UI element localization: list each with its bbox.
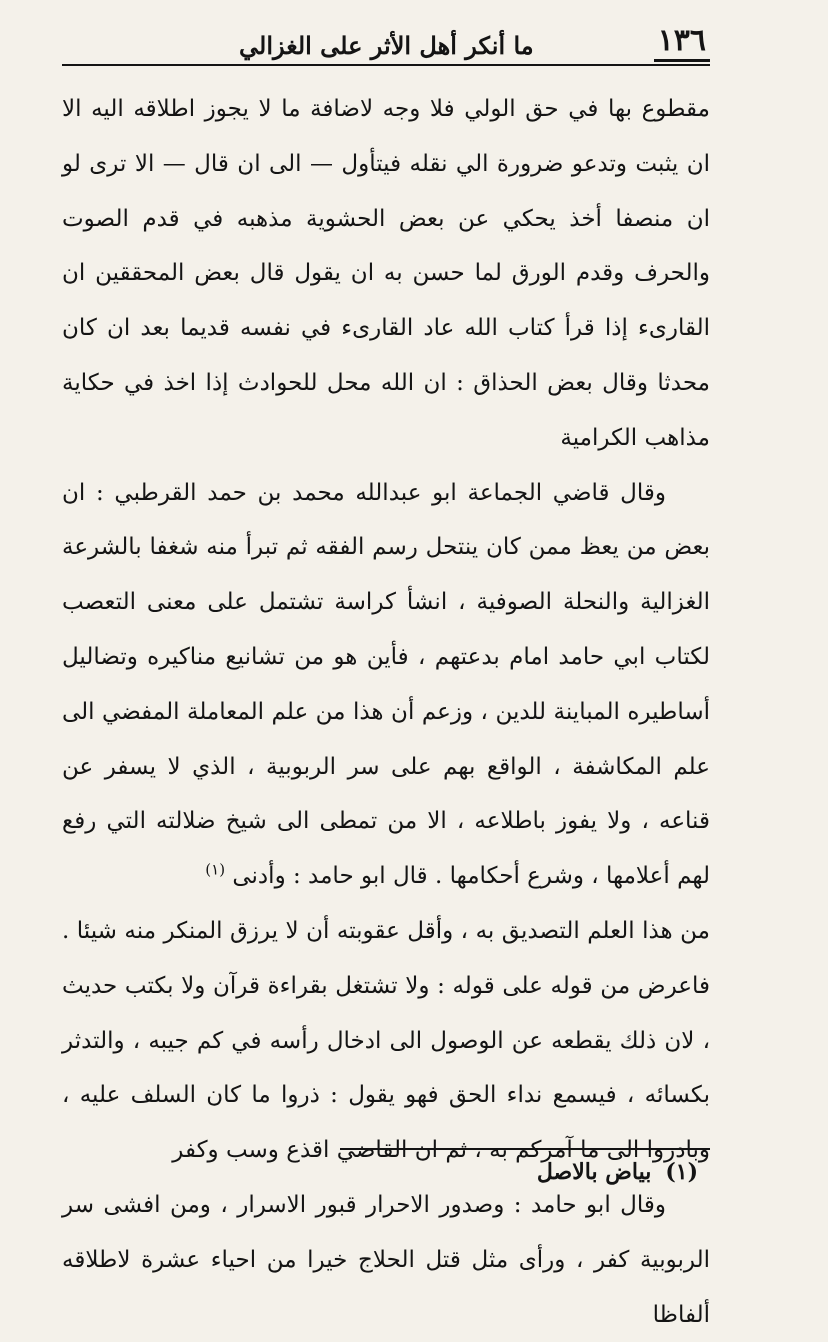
footnote bbox=[62, 1152, 698, 1192]
paragraph: من هذا العلم التصديق به ، وأقل عقوبته أن لا يرزق المنكر منه شيئا . فاعرض من قوله على قوله : ولا تشتغل بقراءة قرآن ولا بكتب حديث ، لان ذلك يقطعه عن الوصول الى ادخال رأسه في كم جيبه ، والتدثر بكسائه ، فيسمع نداء الحق فهو يقول : ذروا ما كان السلف عليه ، وبادروا الى ما آمركم به ، ثم ان القاضي اقذع وسب وكفر bbox=[62, 917, 710, 1164]
header-rule bbox=[62, 64, 710, 66]
page-header bbox=[62, 18, 710, 62]
footnote-text: بياض بالاصل bbox=[536, 1159, 652, 1185]
paragraph bbox=[62, 466, 710, 904]
paragraph-text: وقال قاضي الجماعة ابو عبدالله محمد بن حمد القرطبي : ان بعض من يعظ ممن كان ينتحل رسم الفقه ثم تبرأ منه شغفا بالشرعة الغزالية والنحلة الصوفية ، انشأ كراسة تشتمل على معنى التعصب لكتاب ابي حامد امام بدعتهم ، فأين هو من تشانيع مناكيره وتضاليل أساطيره المباينة للدين ، وزعم أن هذا من علم المعاملة المفضي الى علم المكاشفة ، الواقع بهم على سر الربوبية ، الذي لا يسفر عن قناعه ، ولا يفوز باطلاعه ، الا من تمطى الى شيخ ضلالته التي رفع لهم أعلامها ، وشرع أحكامها . قال ابو حامد : وأدنى bbox=[62, 479, 710, 890]
page-number: ١٣٦ bbox=[654, 25, 710, 62]
paragraph: مقطوع بها في حق الولي فلا وجه لاضافة ما لا يجوز اطلاقه اليه الا ان يثبت وتدعو ضرورة الي نقله فيتأول — الى ان قال — الا ترى لو ان منصفا أخذ يحكي عن بعض الحشوية مذهبه في قدم الصوت والحرف وقدم الورق لما حسن به ان يقول قال بعض المحققين ان القارىء إذا قرأ كتاب الله عاد القارىء في نفسه قديما بعد ان كان محدثا وقال بعض الحذاق : ان الله محل للحوادث إذا اخذ في حكاية مذاهب الكرامية bbox=[62, 96, 710, 451]
running-title: ما أنكر أهل الأثر على الغزالي bbox=[239, 31, 534, 60]
footnote-rule bbox=[340, 1148, 710, 1150]
footnote-marker: (١) bbox=[205, 860, 226, 879]
paragraph: وقال ابو حامد : وصدور الاحرار قبور الاسرار ، ومن افشى سر الربوبية كفر ، ورأى مثل قتل الحلاج خيرا من احياء عشرة لاطلاقه ألفاظا bbox=[62, 1191, 710, 1328]
footnote-number: (١) bbox=[665, 1159, 698, 1185]
